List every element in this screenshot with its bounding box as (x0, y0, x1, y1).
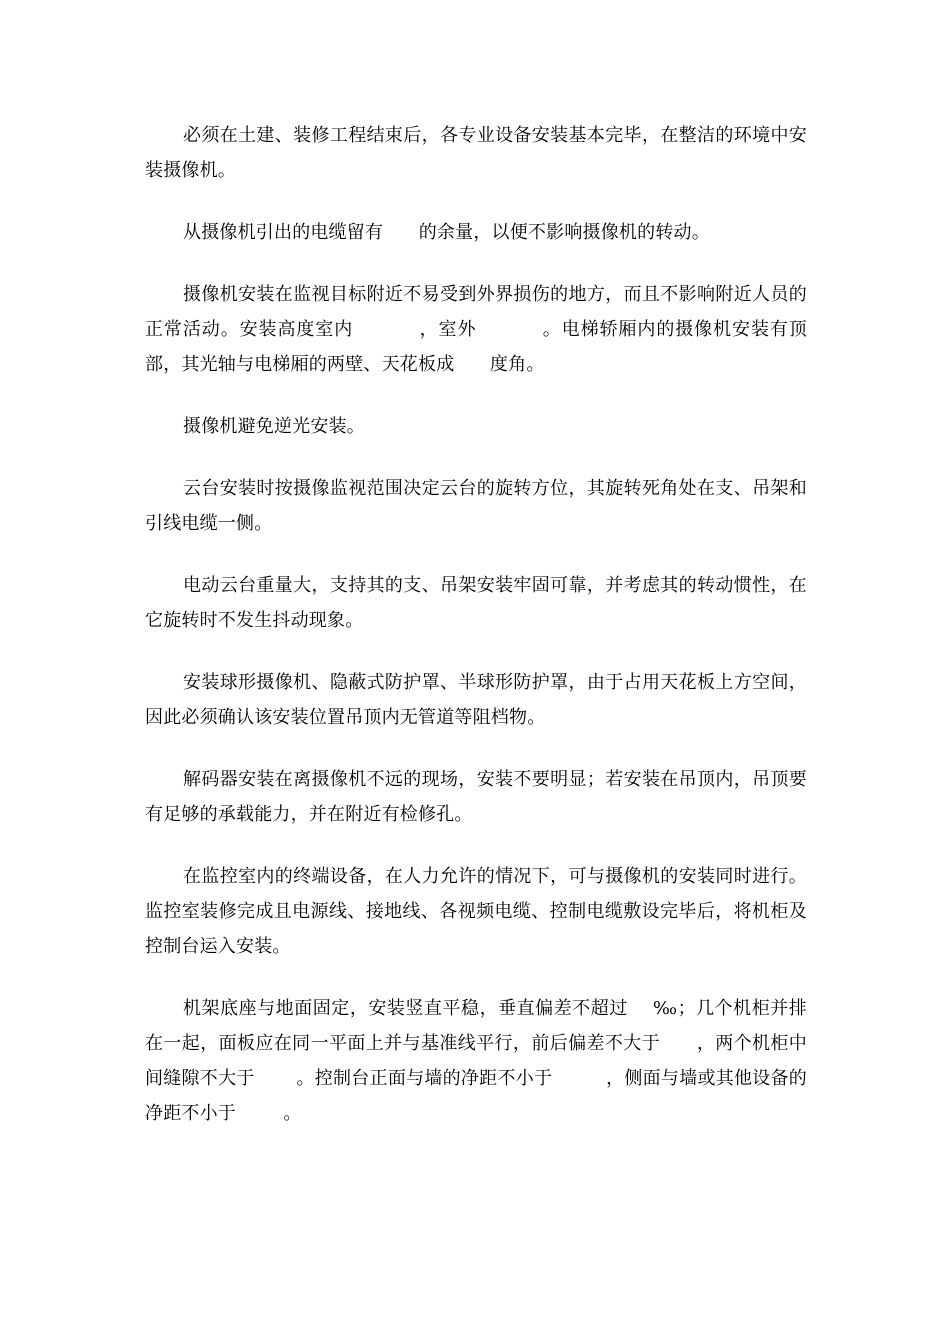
paragraph-camera-install-timing: 必须在土建、装修工程结束后，各专业设备安装基本完毕，在整洁的环境中安装摄像机。 (145, 125, 807, 181)
paragraph-dome-camera: 安装球形摄像机、隐蔽式防护罩、半球形防护罩，由于占用天花板上方空间，因此必须确认该安装位置吊顶内无管道等阻档物。 (145, 672, 807, 728)
document-body (145, 118, 807, 1158)
paragraph-cable-slack: 从摄像机引出的电缆留有 的余量，以便不影响摄像机的转动。 (183, 222, 710, 243)
paragraph-camera-position: 摄像机安装在监视目标附近不易受到外界损伤的地方，而且不影响附近人员的正常活动。安装高度室内 ，室外 。电梯轿厢内的摄像机安装有顶部，其光轴与电梯厢的两壁、天花板成 度角。 (145, 284, 807, 375)
paragraph-rack-installation: 机架底座与地面固定，安装竖直平稳，垂直偏差不超过 ‰；几个机柜并排在一起，面板应在同一平面上并与基准线平行，前后偏差不大于 ，两个机柜中间缝隙不大于 。控制台正面与墙的净距不小于 ，侧面与墙或其他设备的净距不小于 。 (145, 998, 807, 1124)
paragraph-pan-tilt-orientation: 云台安装时按摄像监视范围决定云台的旋转方位，其旋转死角处在支、吊架和引线电缆一侧。 (145, 478, 807, 534)
paragraph-decoder: 解码器安装在离摄像机不远的现场，安装不要明显；若安装在吊顶内，吊顶要有足够的承载能力，并在附近有检修孔。 (145, 769, 807, 825)
paragraph-control-room-equipment: 在监控室内的终端设备，在人力允许的情况下，可与摄像机的安装同时进行。监控室装修完成且电源线、接地线、各视频电缆、控制电缆敷设完毕后，将机柜及控制台运入安装。 (145, 866, 807, 957)
paragraph-avoid-backlight: 摄像机避免逆光安装。 (183, 416, 365, 437)
paragraph-pan-tilt-mount: 电动云台重量大，支持其的支、吊架安装牢固可靠，并考虑其的转动惯性，在它旋转时不发生抖动现象。 (145, 575, 807, 631)
